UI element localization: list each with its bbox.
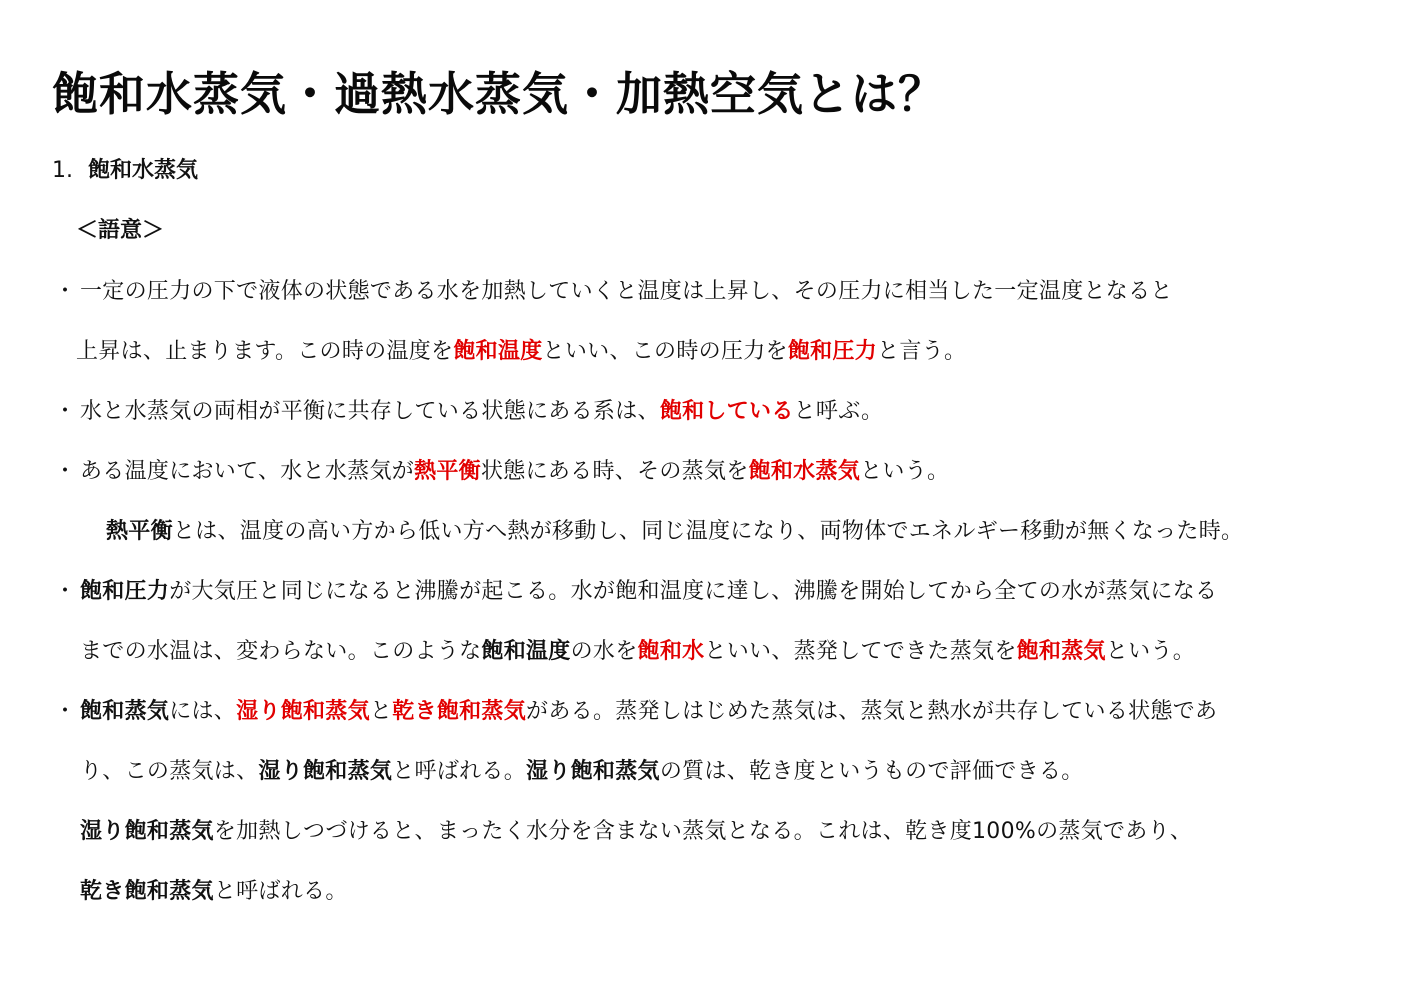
text-segment: といい、蒸発してできた蒸気を <box>704 639 1017 664</box>
text-segment: と言う。 <box>877 339 967 364</box>
bold-term: 湿り飽和蒸気 <box>258 759 393 784</box>
paragraph-line <box>76 336 966 368</box>
text-segment: までの水温は、変わらない。このような <box>80 639 482 664</box>
text-segment: がある。蒸発しはじめた蒸気は、蒸気と熱水が共存している状態であ <box>526 699 1218 724</box>
paragraph-line <box>80 276 1173 308</box>
text-segment: 状態にある時、その蒸気を <box>480 459 749 484</box>
text-segment: 一定の圧力の下で液体の状態である水を加熱していくと温度は上昇し、その圧力に相当した一定温度となると <box>80 279 1173 304</box>
highlight-term: 飽和圧力 <box>787 339 878 364</box>
text-segment: と呼ばれる。 <box>213 879 348 904</box>
text-segment: とは、温度の高い方から低い方へ熱が移動し、同じ温度になり、両物体でエネルギー移動が無くなった時。 <box>172 519 1244 544</box>
text-segment: と呼ばれる。 <box>392 759 527 784</box>
paragraph-line <box>80 876 348 908</box>
paragraph-line <box>80 576 1217 608</box>
paragraph-line <box>80 816 1192 848</box>
highlight-term: 乾き飽和蒸気 <box>392 699 527 724</box>
bullet-5: ・ <box>54 699 77 724</box>
bold-term: 飽和蒸気 <box>80 699 170 724</box>
page-title: 飽和水蒸気・過熱水蒸気・加熱空気とは？ <box>52 67 945 121</box>
highlight-term: 飽和水蒸気 <box>748 459 861 484</box>
bullet-2: ・ <box>54 399 77 424</box>
text-segment: という。 <box>1105 639 1196 664</box>
highlight-term: 飽和蒸気 <box>1016 639 1106 664</box>
highlight-term: 湿り飽和蒸気 <box>236 699 370 724</box>
text-segment: の水を <box>570 639 638 664</box>
bold-term: 湿り飽和蒸気 <box>526 759 660 784</box>
paragraph-line <box>80 636 1195 668</box>
bold-term: 飽和温度 <box>481 639 571 664</box>
highlight-term: 飽和水 <box>637 639 705 664</box>
section-heading-text: 飽和水蒸気 <box>88 158 199 183</box>
definition-line <box>106 516 1243 548</box>
text-segment: と <box>369 699 393 724</box>
bold-term: 飽和圧力 <box>80 579 170 604</box>
text-segment: と呼ぶ。 <box>793 399 884 424</box>
paragraph-line <box>80 696 1217 728</box>
text-segment: といい、この時の圧力を <box>542 339 788 364</box>
paragraph-line <box>80 456 949 488</box>
highlight-term: 熱平衡 <box>414 459 481 484</box>
bullet-3: ・ <box>54 459 77 484</box>
highlight-term: 飽和温度 <box>453 339 543 364</box>
section-heading <box>52 155 198 187</box>
text-segment: を加熱しつづけると、まったく水分を含まない蒸気となる。これは、乾き度100%の蒸気であり、 <box>213 819 1193 844</box>
highlight-term: 飽和している <box>659 399 794 424</box>
section-number: 1. <box>52 158 73 183</box>
text-segment: 上昇は、止まります。この時の温度を <box>76 339 454 364</box>
text-segment: り、この蒸気は、 <box>80 759 259 784</box>
text-segment: という。 <box>860 459 950 484</box>
text-segment: ある温度において、水と水蒸気が <box>80 459 415 484</box>
bold-term: 熱平衡 <box>106 519 173 544</box>
subheading-meaning: ＜語意＞ <box>76 218 165 243</box>
bullet-4: ・ <box>54 579 77 604</box>
text-segment: には、 <box>169 699 237 724</box>
text-segment: が大気圧と同じになると沸騰が起こる。水が飽和温度に達し、沸騰を開始してから全ての水が蒸気になる <box>169 579 1218 604</box>
bullet-1: ・ <box>54 279 77 304</box>
paragraph-line <box>80 396 883 428</box>
bold-term: 湿り飽和蒸気 <box>80 819 214 844</box>
text-segment: の質は、乾き度というもので評価できる。 <box>659 759 1084 784</box>
bold-term: 乾き飽和蒸気 <box>80 879 214 904</box>
text-segment: 水と水蒸気の両相が平衡に共存している状態にある系は、 <box>80 399 660 424</box>
paragraph-line <box>80 756 1084 788</box>
